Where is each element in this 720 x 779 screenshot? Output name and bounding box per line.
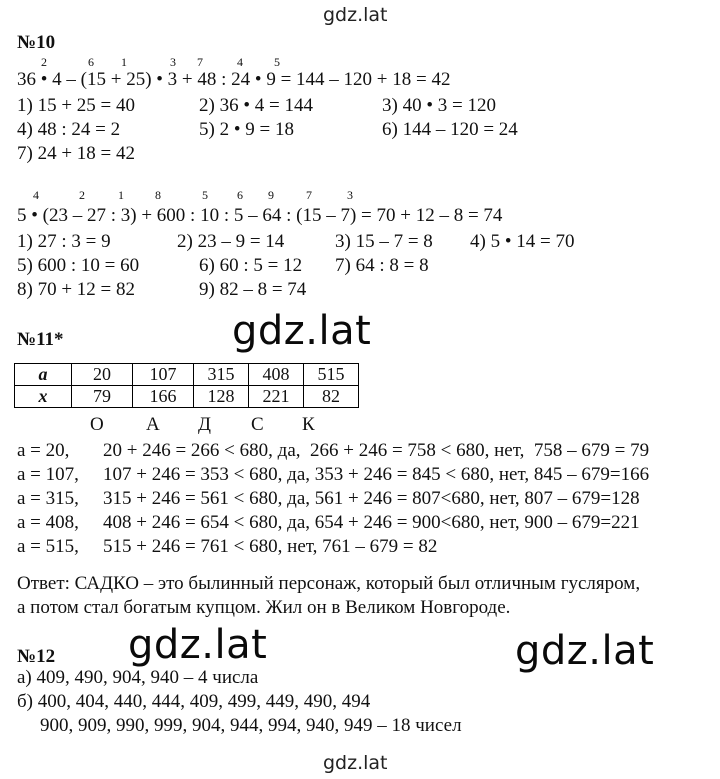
step: 5) 2 • 9 = 18 (199, 119, 294, 140)
task10-heading: №10 (17, 32, 56, 53)
table-cell: 166 (133, 386, 194, 408)
order-index: 3 (170, 55, 176, 69)
step: 6) 60 : 5 = 12 (199, 255, 303, 276)
case-label: a = 107, (17, 464, 79, 485)
order-index: 5 (274, 55, 280, 69)
step: 3) 15 – 7 = 8 (335, 231, 433, 252)
watermark-middle: gdz.lat (232, 308, 372, 354)
order-index: 2 (79, 188, 85, 202)
step: 7) 64 : 8 = 8 (335, 255, 429, 276)
row-label-a: a (15, 364, 72, 386)
step: 1) 27 : 3 = 9 (17, 231, 111, 252)
order-index: 1 (121, 55, 127, 69)
order-index: 8 (155, 188, 161, 202)
case-computation: 107 + 246 = 353 < 680, да, 353 + 246 = 845 < 680, нет, 845 – 679=166 (103, 464, 650, 485)
letter-label: К (302, 414, 315, 435)
watermark-top: gdz.lat (323, 4, 388, 26)
letter-label: С (251, 414, 264, 435)
values-table (14, 363, 359, 408)
table-cell: 82 (304, 386, 359, 408)
task11-heading: №11* (17, 329, 64, 350)
row-label-x: x (15, 386, 72, 408)
table-cell: 20 (72, 364, 133, 386)
order-index: 2 (41, 55, 47, 69)
case-computation: 20 + 246 = 266 < 680, да, 266 + 246 = 758 < 680, нет, 758 – 679 = 79 (103, 440, 650, 461)
part-b-line-1: б) 400, 404, 440, 444, 409, 499, 449, 490, 494 (17, 691, 371, 712)
part-a: а) 409, 490, 904, 940 – 4 числа (17, 667, 259, 688)
step: 1) 15 + 25 = 40 (17, 95, 136, 116)
part-b-line-2: 900, 909, 990, 999, 904, 944, 994, 940, 949 – 18 чисел (40, 715, 462, 736)
watermark-left: gdz.lat (128, 622, 268, 668)
table-row (15, 386, 359, 408)
table-row (15, 364, 359, 386)
table-cell: 515 (304, 364, 359, 386)
case-computation: 515 + 246 = 761 < 680, нет, 761 – 679 = 82 (103, 536, 438, 557)
watermark-right: gdz.lat (515, 628, 655, 674)
case-computation: 315 + 246 = 561 < 680, да, 561 + 246 = 807<680, нет, 807 – 679=128 (103, 488, 640, 509)
step: 2) 36 • 4 = 144 (199, 95, 313, 116)
case-label: a = 315, (17, 488, 79, 509)
order-index: 5 (202, 188, 208, 202)
letter-label: А (146, 414, 160, 435)
order-index: 3 (347, 188, 353, 202)
watermark-bottom: gdz.lat (323, 752, 388, 774)
letter-label: О (90, 414, 104, 435)
letter-label: Д (198, 414, 211, 435)
answer-line-1: Ответ: САДКО – это былинный персонаж, который был отличным гусляром, (17, 573, 641, 594)
order-index: 6 (88, 55, 94, 69)
order-index: 1 (118, 188, 124, 202)
expression-2: 5 • (23 – 27 : 3) + 600 : 10 : 5 – 64 : (15 – 7) = 70 + 12 – 8 = 74 (17, 205, 503, 226)
step: 8) 70 + 12 = 82 (17, 279, 136, 300)
case-computation: 408 + 246 = 654 < 680, да, 654 + 246 = 900<680, нет, 900 – 679=221 (103, 512, 640, 533)
order-index: 4 (33, 188, 39, 202)
case-label: a = 515, (17, 536, 79, 557)
step: 4) 48 : 24 = 2 (17, 119, 121, 140)
order-index: 9 (268, 188, 274, 202)
step: 5) 600 : 10 = 60 (17, 255, 140, 276)
answer-line-2: а потом стал богатым купцом. Жил он в Великом Новгороде. (17, 597, 511, 618)
table-cell: 107 (133, 364, 194, 386)
step: 9) 82 – 8 = 74 (199, 279, 307, 300)
case-label: a = 20, (17, 440, 70, 461)
table-cell: 408 (249, 364, 304, 386)
task12-heading: №12 (17, 646, 56, 667)
expression-1: 36 • 4 – (15 + 25) • 3 + 48 : 24 • 9 = 144 – 120 + 18 = 42 (17, 69, 451, 90)
step: 7) 24 + 18 = 42 (17, 143, 136, 164)
step: 4) 5 • 14 = 70 (470, 231, 575, 252)
order-index: 7 (197, 55, 203, 69)
step: 2) 23 – 9 = 14 (177, 231, 285, 252)
step: 3) 40 • 3 = 120 (382, 95, 496, 116)
table-cell: 315 (194, 364, 249, 386)
table-cell: 79 (72, 386, 133, 408)
step: 6) 144 – 120 = 24 (382, 119, 518, 140)
order-index: 7 (306, 188, 312, 202)
table-cell: 221 (249, 386, 304, 408)
table-cell: 128 (194, 386, 249, 408)
order-index: 4 (237, 55, 243, 69)
case-label: a = 408, (17, 512, 79, 533)
order-index: 6 (237, 188, 243, 202)
